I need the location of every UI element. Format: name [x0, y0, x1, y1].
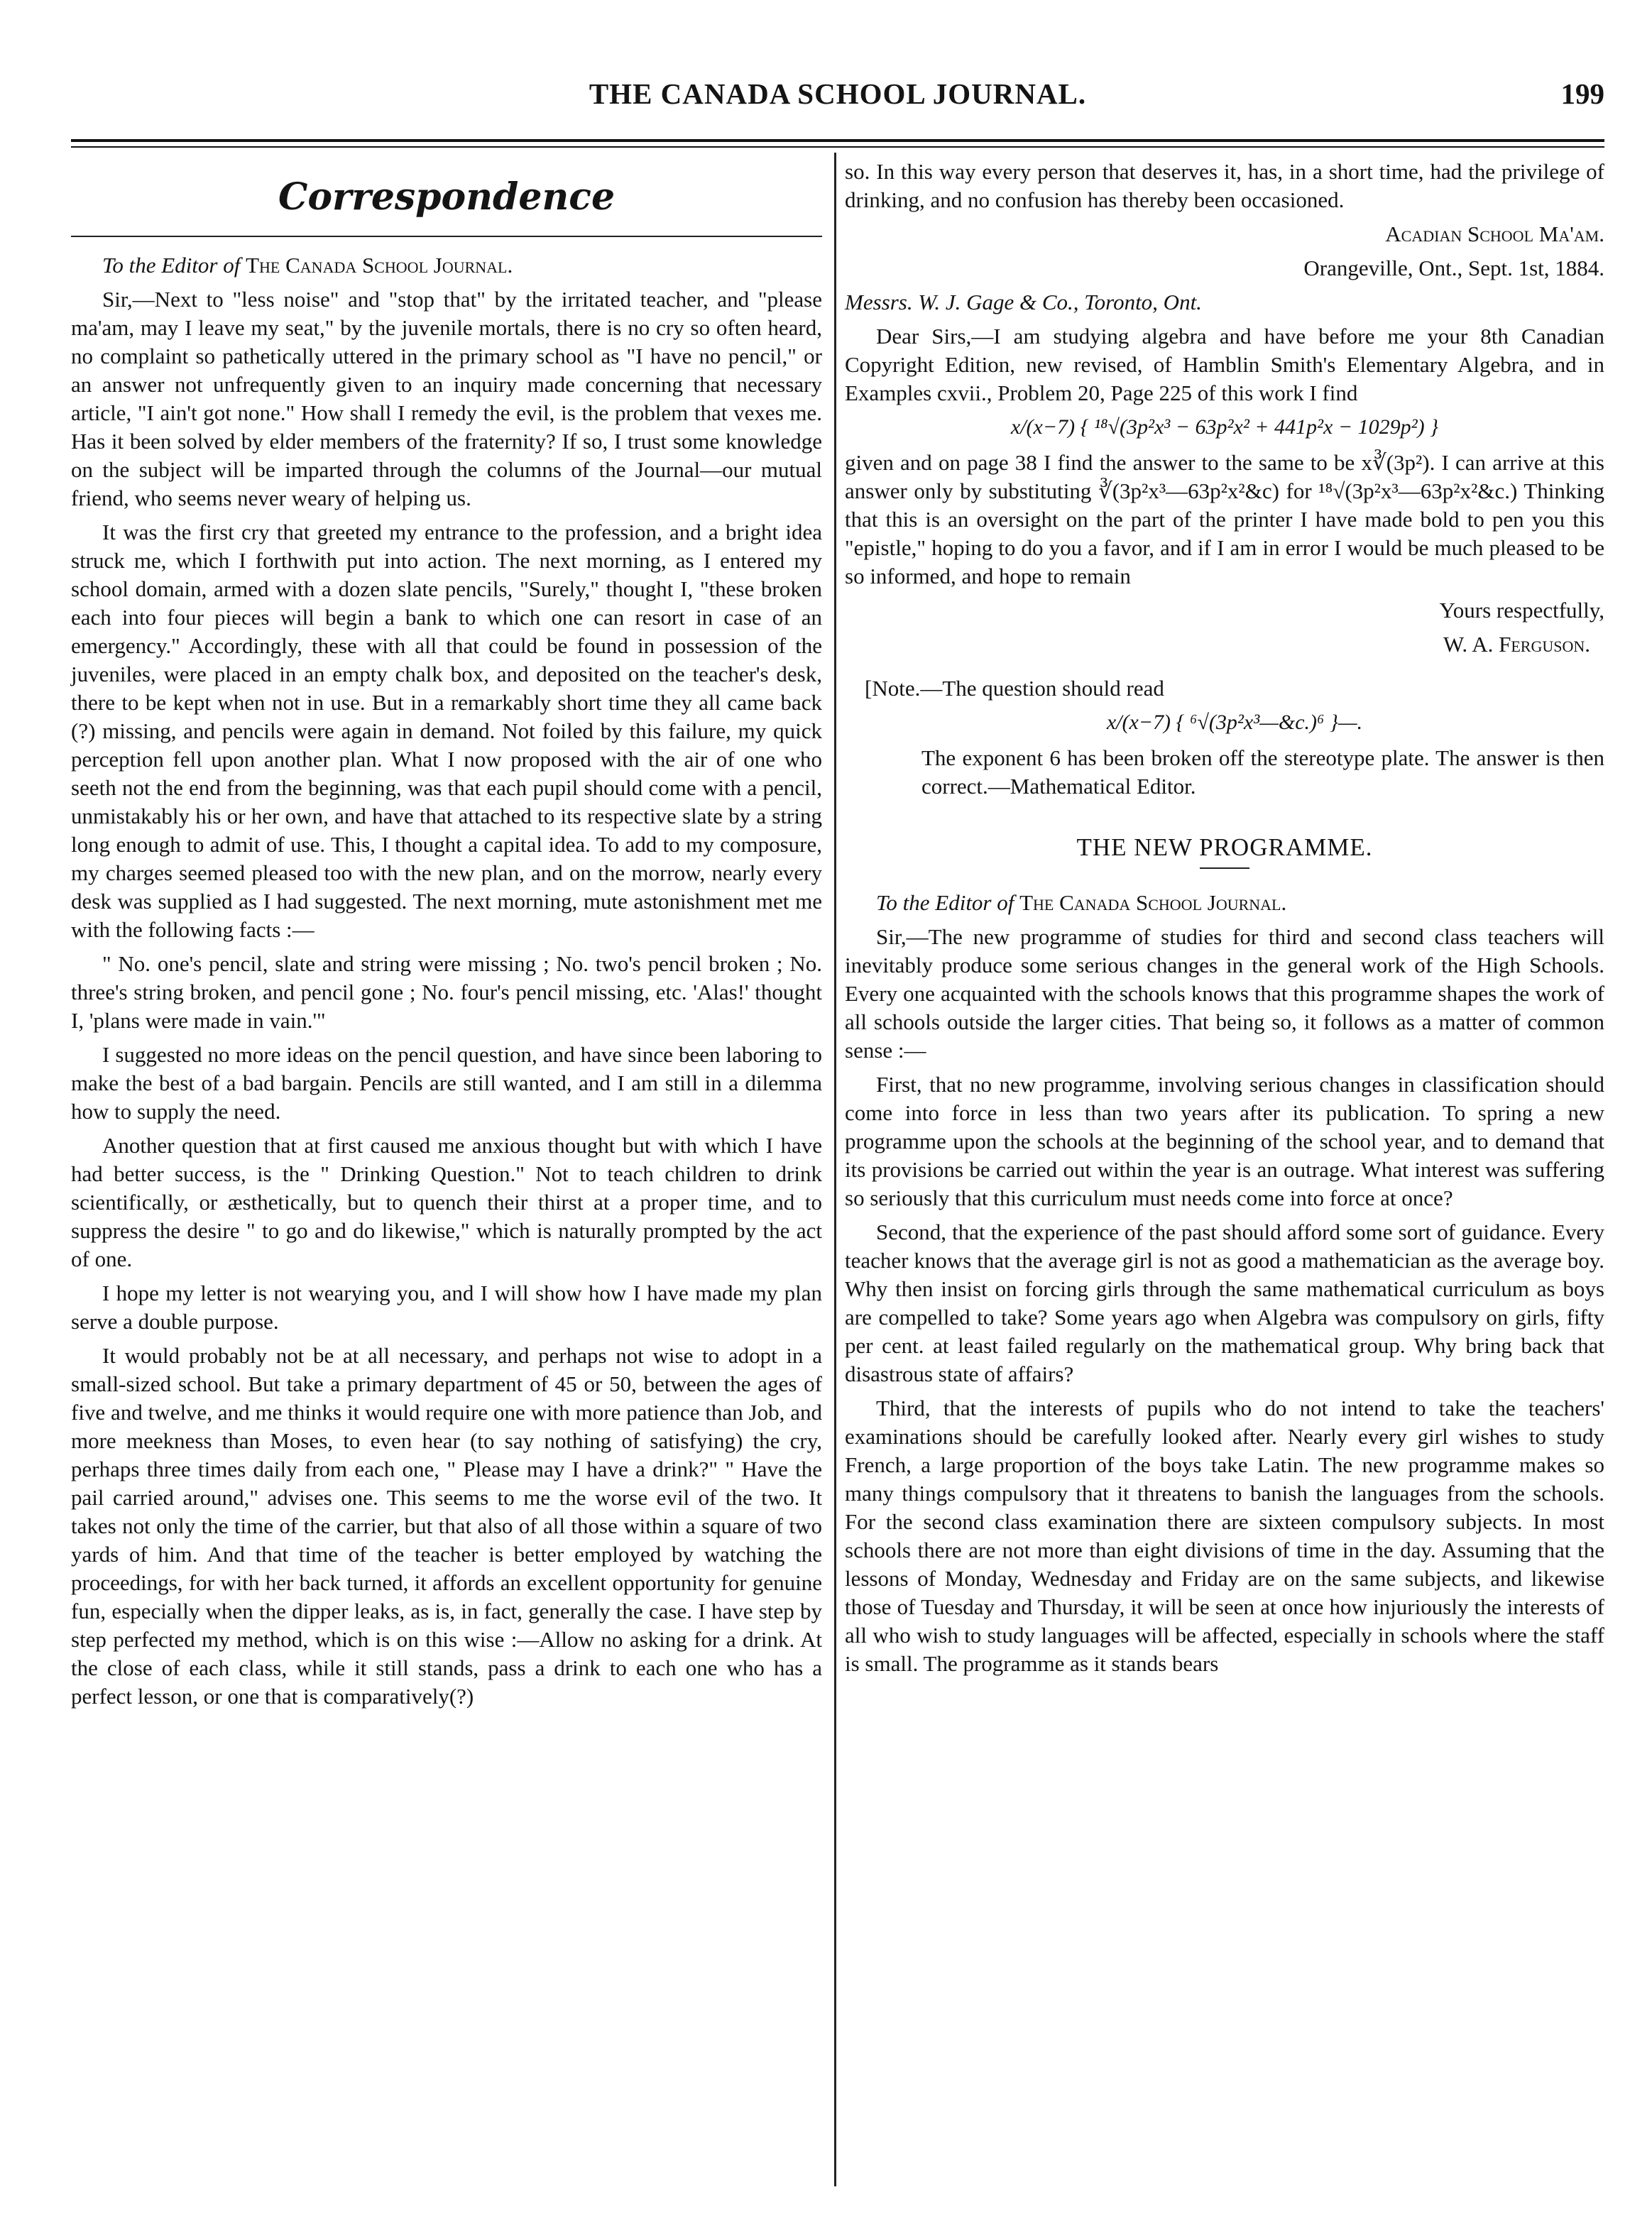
letter-paragraph: First, that no new programme, involving serious changes in classification should come into force in less than two years after its publication. To spring a new programme upon the schools at the beginning of the school year, and to demand that its provisions be carried out within the year is an outrage. What interest was suffering so seriously that this curriculum must needs come into force at once? [845, 1072, 1604, 1210]
address-prefix: To the Editor of [102, 253, 241, 278]
addressee: Messrs. W. J. Gage & Co., Toronto, Ont. [845, 290, 1202, 314]
page-number: 199 [1560, 77, 1604, 110]
closing: Yours respectfully, [1439, 598, 1604, 623]
section-title-new-programme: THE NEW PROGRAMME. [1076, 833, 1373, 861]
address-journal: The Canada School Journal. [246, 253, 513, 278]
heading-rule [71, 236, 822, 237]
signature-acadian: Acadian School Ma'am. [1385, 221, 1604, 246]
note-intro: [Note.—The question should read [865, 676, 1164, 701]
letter-paragraph: Dear Sirs,—I am studying algebra and have before me your 8th Canadian Copyright Edition, new revised, of Hamblin Smith's Elementary Algebra, and in Examples cxvii., Problem 20, Page 225 of this work I find [845, 324, 1604, 405]
section-rule [1200, 867, 1249, 869]
editor-note [865, 674, 1604, 801]
letter-paragraph: Sir,—Next to "less noise" and "stop that" by the irritated teacher, and "please ma'am, may I leave my seat," by the juvenile mortals, there is no cry so often heard, no complaint so pathetically uttered in the primary school as "I have no pencil," or an answer not unfrequently given to an inquiry made concerning that necessary article, "I ain't got none." How shall I remedy the evil, is the problem that vexes me. Has it been solved by elder members of the fraternity? If so, I trust some knowledge on the subject will be imparted through the columns of the Journal—our mutual friend, who seems never weary of helping us. [71, 287, 822, 510]
letter-paragraph: It would probably not be at all necessary, and perhaps not wise to adopt in a small-sized school. But take a primary department of 45 or 50, between the ages of five and twelve, and me thinks it would require one with more patience than Job, and more meekness than Moses, to even hear (to say nothing of satisfying) the cry, perhaps three times daily from each one, " Please may I have a drink?" " Have the pail carried around," advises one. This seems to me the worse evil of the two. It takes not only the time of the carrier, but that also of all those within a square of two yards of him. And that time of the teacher is better employed by watching the proceedings, for with her back turned, it affords an excellent opportunity for genuine fun, especially when the dipper leaks, as is, in fact, generally the case. I have step by step perfected my method, which is on this wise :—Allow no asking for a drink. At the close of each class, while it still stands, pass a drink to each one who has a perfect lesson, or one that is comparatively(?) [71, 1343, 822, 1709]
letter-paragraph: given and on page 38 I find the answer to the same to be x∛(3p²). I can arrive at this answer only by substituting ∛(3p²x³—63p²x²&c) for ¹⁸√(3p²x³—63p²x²&c.) Thinking that this is an oversight on the part of the printer I have made bold to pen you this "epistle," hoping to do you a favor, and if I am in error I would be much pleased to be so informed, and hope to remain [845, 450, 1604, 588]
letter-paragraph: Another question that at first caused me anxious thought but with which I have had better success, is the " Drinking Question." Not to teach children to drink scientifically, or æsthetically, but to quench their thirst at a proper time, and to suppress the desire " to go and do likewise," which is naturally prompted by the act of one. [71, 1133, 822, 1271]
formula: x/(x−7) { ¹⁸√(3p²x³ − 63p²x² + 441p²x − 1029p²) } [1010, 415, 1439, 439]
header-rule-thick [71, 139, 1604, 142]
running-title: THE CANADA SCHOOL JOURNAL. [589, 77, 1087, 110]
column-divider [834, 153, 836, 2186]
letter-paragraph: Third, that the interests of pupils who do not intend to take the teachers' examinations should be carefully looked after. Nearly every girl wishes to study French, a large proportion of the boys take Latin. The new programme makes so many things compulsory that it threatens to banish the languages from the schools. For the second class examination there are sixteen compulsory subjects. In most schools there are not more than eight divisions of time in the day. Assuming that the lessons of Monday, Wednesday and Friday are on the same subjects, and likewise those of Tuesday and Thursday, it will be seen at once how injuriously the interests of all who wish to study languages will be affected, especially in schools where the staff is small. The programme as it stands bears [845, 1396, 1604, 1676]
date-line: Orangeville, Ont., Sept. 1st, 1884. [1303, 256, 1604, 280]
right-column [845, 158, 1604, 1684]
editor-address [71, 251, 822, 280]
editor-address [845, 889, 1604, 917]
page-header [71, 77, 1604, 126]
address-journal: The Canada School Journal. [1019, 890, 1287, 915]
note-formula: x/(x−7) { ⁶√(3p²x³—&c.)⁶ }—. [1106, 711, 1363, 734]
signature-ferguson: W. A. Ferguson. [1443, 632, 1590, 657]
header-rule-thin [71, 146, 1604, 148]
continuation-paragraph: so. In this way every person that deserves it, has, in a short time, had the privilege of drinking, and no confusion has thereby been occasioned. [845, 159, 1604, 212]
letter-paragraph: Sir,—The new programme of studies for third and second class teachers will inevitably produce some serious changes in the general work of the High Schools. Every one acquainted with the schools knows that this programme shapes the work of all schools outside the larger cities. That being so, it follows as a matter of common sense :— [845, 924, 1604, 1063]
address-prefix: To the Editor of [876, 890, 1014, 915]
letter-paragraph: " No. one's pencil, slate and string were missing ; No. two's pencil broken ; No. three's string broken, and pencil gone ; No. four's pencil missing, etc. 'Alas!' thought I, 'plans were made in vain.'" [71, 951, 822, 1033]
letter-paragraph: It was the first cry that greeted my entrance to the profession, and a bright idea struck me, which I forthwith put into action. The next morning, as I entered my school domain, armed with a dozen slate pencils, "Surely," thought I, "these broken each into four pieces will begin a bank to which one can resort in case of an emergency." Accordingly, these with all that could be found in possession of the juveniles, were placed in an empty chalk box, and deposited on the teacher's desk, there to be kept when not in use. But in a remarkably short time they all came back (?) missing, and pencils were again in demand. Not foiled by this failure, my quick perception fell upon another plan. What I now proposed with the air of one who seeth not the end from the beginning, was that each pupil should come with a pencil, unmistakably his or her own, and have that attached to its respective slate by a string long enough to admit of use. This, I thought a capital idea. To add to my composure, my charges seemed pleased too with the new plan, and on the morrow, nearly every desk was supplied as I had suggested. The next morning, mute astonishment met me with the following facts :— [71, 520, 822, 942]
letter-paragraph: Second, that the experience of the past should afford some sort of guidance. Every teacher knows that the average girl is not as good a mathematician as the average boy. Why then insist on forcing girls through the same mathematical curriculum as boys are compelled to take? Some years ago when Algebra was compulsory on girls, fifty per cent. at least failed regularly on the mathematical group. Why bring back that disastrous state of affairs? [845, 1220, 1604, 1386]
section-heading-correspondence: Correspondence [278, 175, 616, 219]
note-text: The exponent 6 has been broken off the stereotype plate. The answer is then correct.—Mathematical Editor. [921, 745, 1604, 799]
letter-paragraph: I suggested no more ideas on the pencil question, and have since been laboring to make the best of a bad bargain. Pencils are still wanted, and I am still in a dilemma how to supply the need. [71, 1042, 822, 1124]
letter-paragraph: I hope my letter is not wearying you, and I will show how I have made my plan serve a double purpose. [71, 1281, 822, 1334]
left-column [71, 158, 822, 1716]
